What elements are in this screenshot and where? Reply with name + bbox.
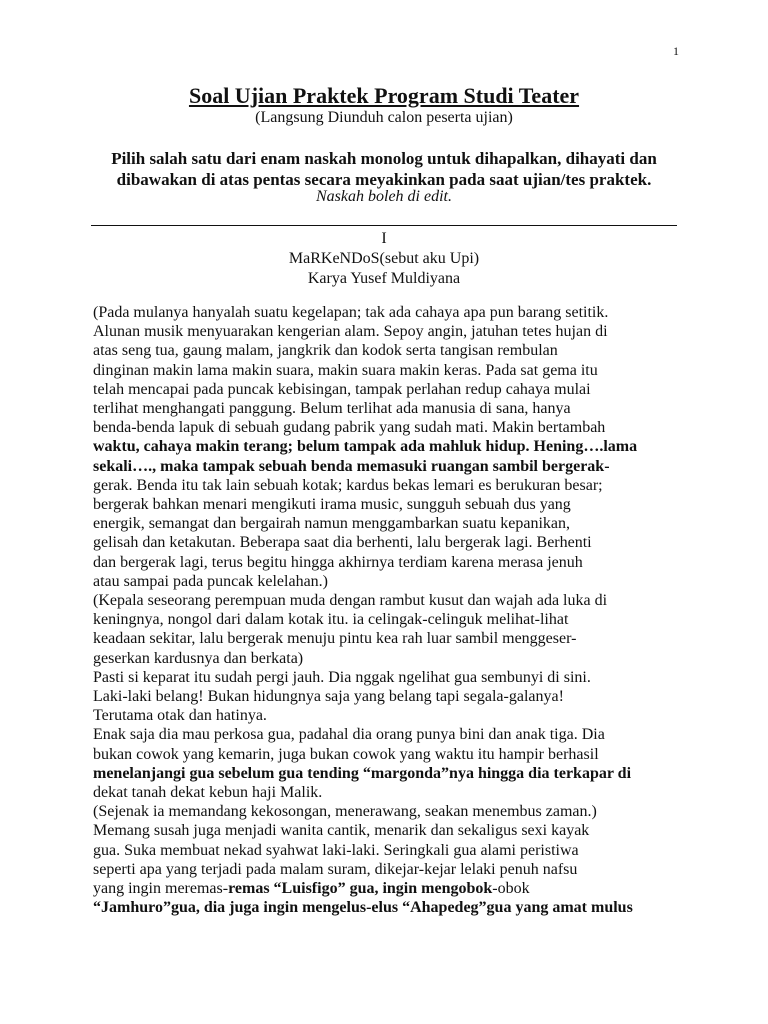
body-line xyxy=(93,629,693,648)
body-text-run: dekat tanah dekat kebun haji Malik. xyxy=(93,784,323,802)
body-line xyxy=(93,725,693,744)
script-number: I xyxy=(381,230,387,247)
body-line xyxy=(93,783,693,802)
body-text-run: dan bergerak lagi, terus begitu hingga akhirnya terdiam karena merasa jenuh xyxy=(93,553,583,571)
body-line xyxy=(93,841,693,860)
body-text-run: atas seng tua, gaung malam, jangkrik dan kodok serta tangisan rembulan xyxy=(93,342,558,360)
body-text-run: gua. Suka membuat nekad syahwat laki-laki. Seringkali gua alami peristiwa xyxy=(93,841,579,859)
body-text-run: “Jamhuro”gua, dia juga ingin mengelus-elus “Ahapedeg”gua yang amat mulus xyxy=(93,899,633,917)
body-line xyxy=(93,860,693,879)
body-line xyxy=(93,341,693,360)
body-line xyxy=(93,764,693,783)
body-line xyxy=(93,476,693,495)
body-text-run: Pasti si keparat itu sudah pergi jauh. Dia nggak ngelihat gua sembunyi di sini. xyxy=(93,668,591,686)
body-line xyxy=(93,821,693,840)
body-line xyxy=(93,610,693,629)
body-line xyxy=(93,418,693,437)
body-line xyxy=(93,380,693,399)
body-text-run: energik, semangat dan bergairah namun menggambarkan suatu kepanikan, xyxy=(93,515,571,533)
instruction-line: dibawakan di atas pentas secara meyakinkan pada saat ujian/tes praktek. xyxy=(116,170,652,189)
body-text-run: gerak. Benda itu tak lain sebuah kotak; kardus bekas lemari es berukuran besar; xyxy=(93,476,603,494)
body-text-run: seperti apa yang terjadi pada malam suram, dikejar-kejar lelaki penuh nafsu xyxy=(93,860,578,878)
body-text-run: gelisah dan ketakutan. Beberapa saat dia berhenti, lalu bergerak lagi. Berhenti xyxy=(93,534,592,552)
body-line xyxy=(93,399,693,418)
body-text-run: waktu, cahaya makin terang; belum tampak ada mahluk hidup. Hening….lama xyxy=(93,438,638,456)
instruction-line: Pilih salah satu dari enam naskah monolog untuk dihapalkan, dihayati dan xyxy=(111,149,657,168)
body-text-run: (Pada mulanya hanyalah suatu kegelapan; tak ada cahaya apa pun barang setitik. xyxy=(93,304,609,321)
body-text-run: dinginan makin lama makin suara, makin suara makin keras. Pada sat gema itu xyxy=(93,361,598,379)
body-line xyxy=(93,361,693,380)
body-text-run: bergerak bahkan menari mengikuti irama music, sungguh sebuah dus yang xyxy=(93,496,571,514)
script-heading xyxy=(90,229,678,289)
body-text-run: (Sejenak ia memandang kekosongan, menerawang, seakan menembus zaman.) xyxy=(93,803,597,821)
page-subtitle: (Langsung Diunduh calon peserta ujian) xyxy=(255,109,513,126)
body-line xyxy=(93,457,693,476)
body-text-run: keadaan sekitar, lalu bergerak menuju pintu kea rah luar sambil menggeser- xyxy=(93,630,577,648)
body-text-run: geserkan kardusnya dan berkata) xyxy=(93,649,304,667)
script-author: Karya Yusef Muldiyana xyxy=(307,270,461,287)
page-title: Soal Ujian Praktek Program Studi Teater xyxy=(188,83,580,108)
body-line xyxy=(93,303,693,322)
body-text-run: Enak saja dia mau perkosa gua, padahal dia orang punya bini dan anak tiga. Dia xyxy=(93,726,605,744)
body-line xyxy=(93,514,693,533)
body-text-run: keningnya, nongol dari dalam kotak itu. ia celingak-celinguk melihat-lihat xyxy=(93,611,569,629)
body-line xyxy=(93,533,693,552)
body-text-run: Laki-laki belang! Bukan hidungnya saja yang belang tapi segala-galanya! xyxy=(93,688,564,706)
script-body xyxy=(93,303,693,918)
body-line xyxy=(93,879,693,898)
body-line xyxy=(93,649,693,668)
script-title: MaRKeNDoS(sebut aku Upi) xyxy=(288,250,480,267)
body-text-run: (Kepala seseorang perempuan muda dengan rambut kusut dan wajah ada luka di xyxy=(93,592,608,610)
body-line xyxy=(93,572,693,591)
body-line xyxy=(93,322,693,341)
page-number: 1 xyxy=(673,44,679,58)
body-text-run: Terutama otak dan hatinya. xyxy=(93,707,267,725)
body-text-run: yang ingin meremas- xyxy=(93,880,229,898)
body-line xyxy=(93,706,693,725)
body-line xyxy=(93,898,693,917)
body-text-run: -obok xyxy=(492,880,530,898)
body-text-run: Alunan musik menyuarakan kengerian alam. Sepoy angin, jatuhan tetes hujan di xyxy=(93,323,608,341)
body-line xyxy=(93,553,693,572)
body-line xyxy=(93,745,693,764)
body-text-run: menelanjangi gua sebelum gua tending “margonda”nya hingga dia terkapar di xyxy=(93,764,632,782)
body-line xyxy=(93,495,693,514)
body-text-run: remas “Luisfigo” gua, ingin mengobok xyxy=(228,880,493,898)
body-line xyxy=(93,591,693,610)
section-divider xyxy=(91,225,677,226)
body-text-run: Memang susah juga menjadi wanita cantik, menarik dan sekaligus sexi kayak xyxy=(93,822,590,840)
body-text-run: bukan cowok yang kemarin, juga bukan cowok yang waktu itu hampir berhasil xyxy=(93,745,599,763)
body-line xyxy=(93,437,693,456)
instruction-note: Naskah boleh di edit. xyxy=(316,188,452,205)
body-text-run: benda-benda lapuk di sebuah gudang pabrik yang sudah mati. Makin bertambah xyxy=(93,419,606,437)
body-line xyxy=(93,687,693,706)
body-text-run: terlihat menghangati panggung. Belum terlihat ada manusia di sana, hanya xyxy=(93,400,571,418)
body-line xyxy=(93,802,693,821)
body-text-run: atau sampai pada puncak kelelahan.) xyxy=(93,572,328,590)
body-line xyxy=(93,668,693,687)
body-text-run: sekali…., maka tampak sebuah benda memasuki ruangan sambil bergerak- xyxy=(93,457,610,475)
body-text-run: telah mencapai pada puncak kebisingan, tampak perlahan redup cahaya mulai xyxy=(93,380,591,398)
instruction-block xyxy=(90,148,678,190)
